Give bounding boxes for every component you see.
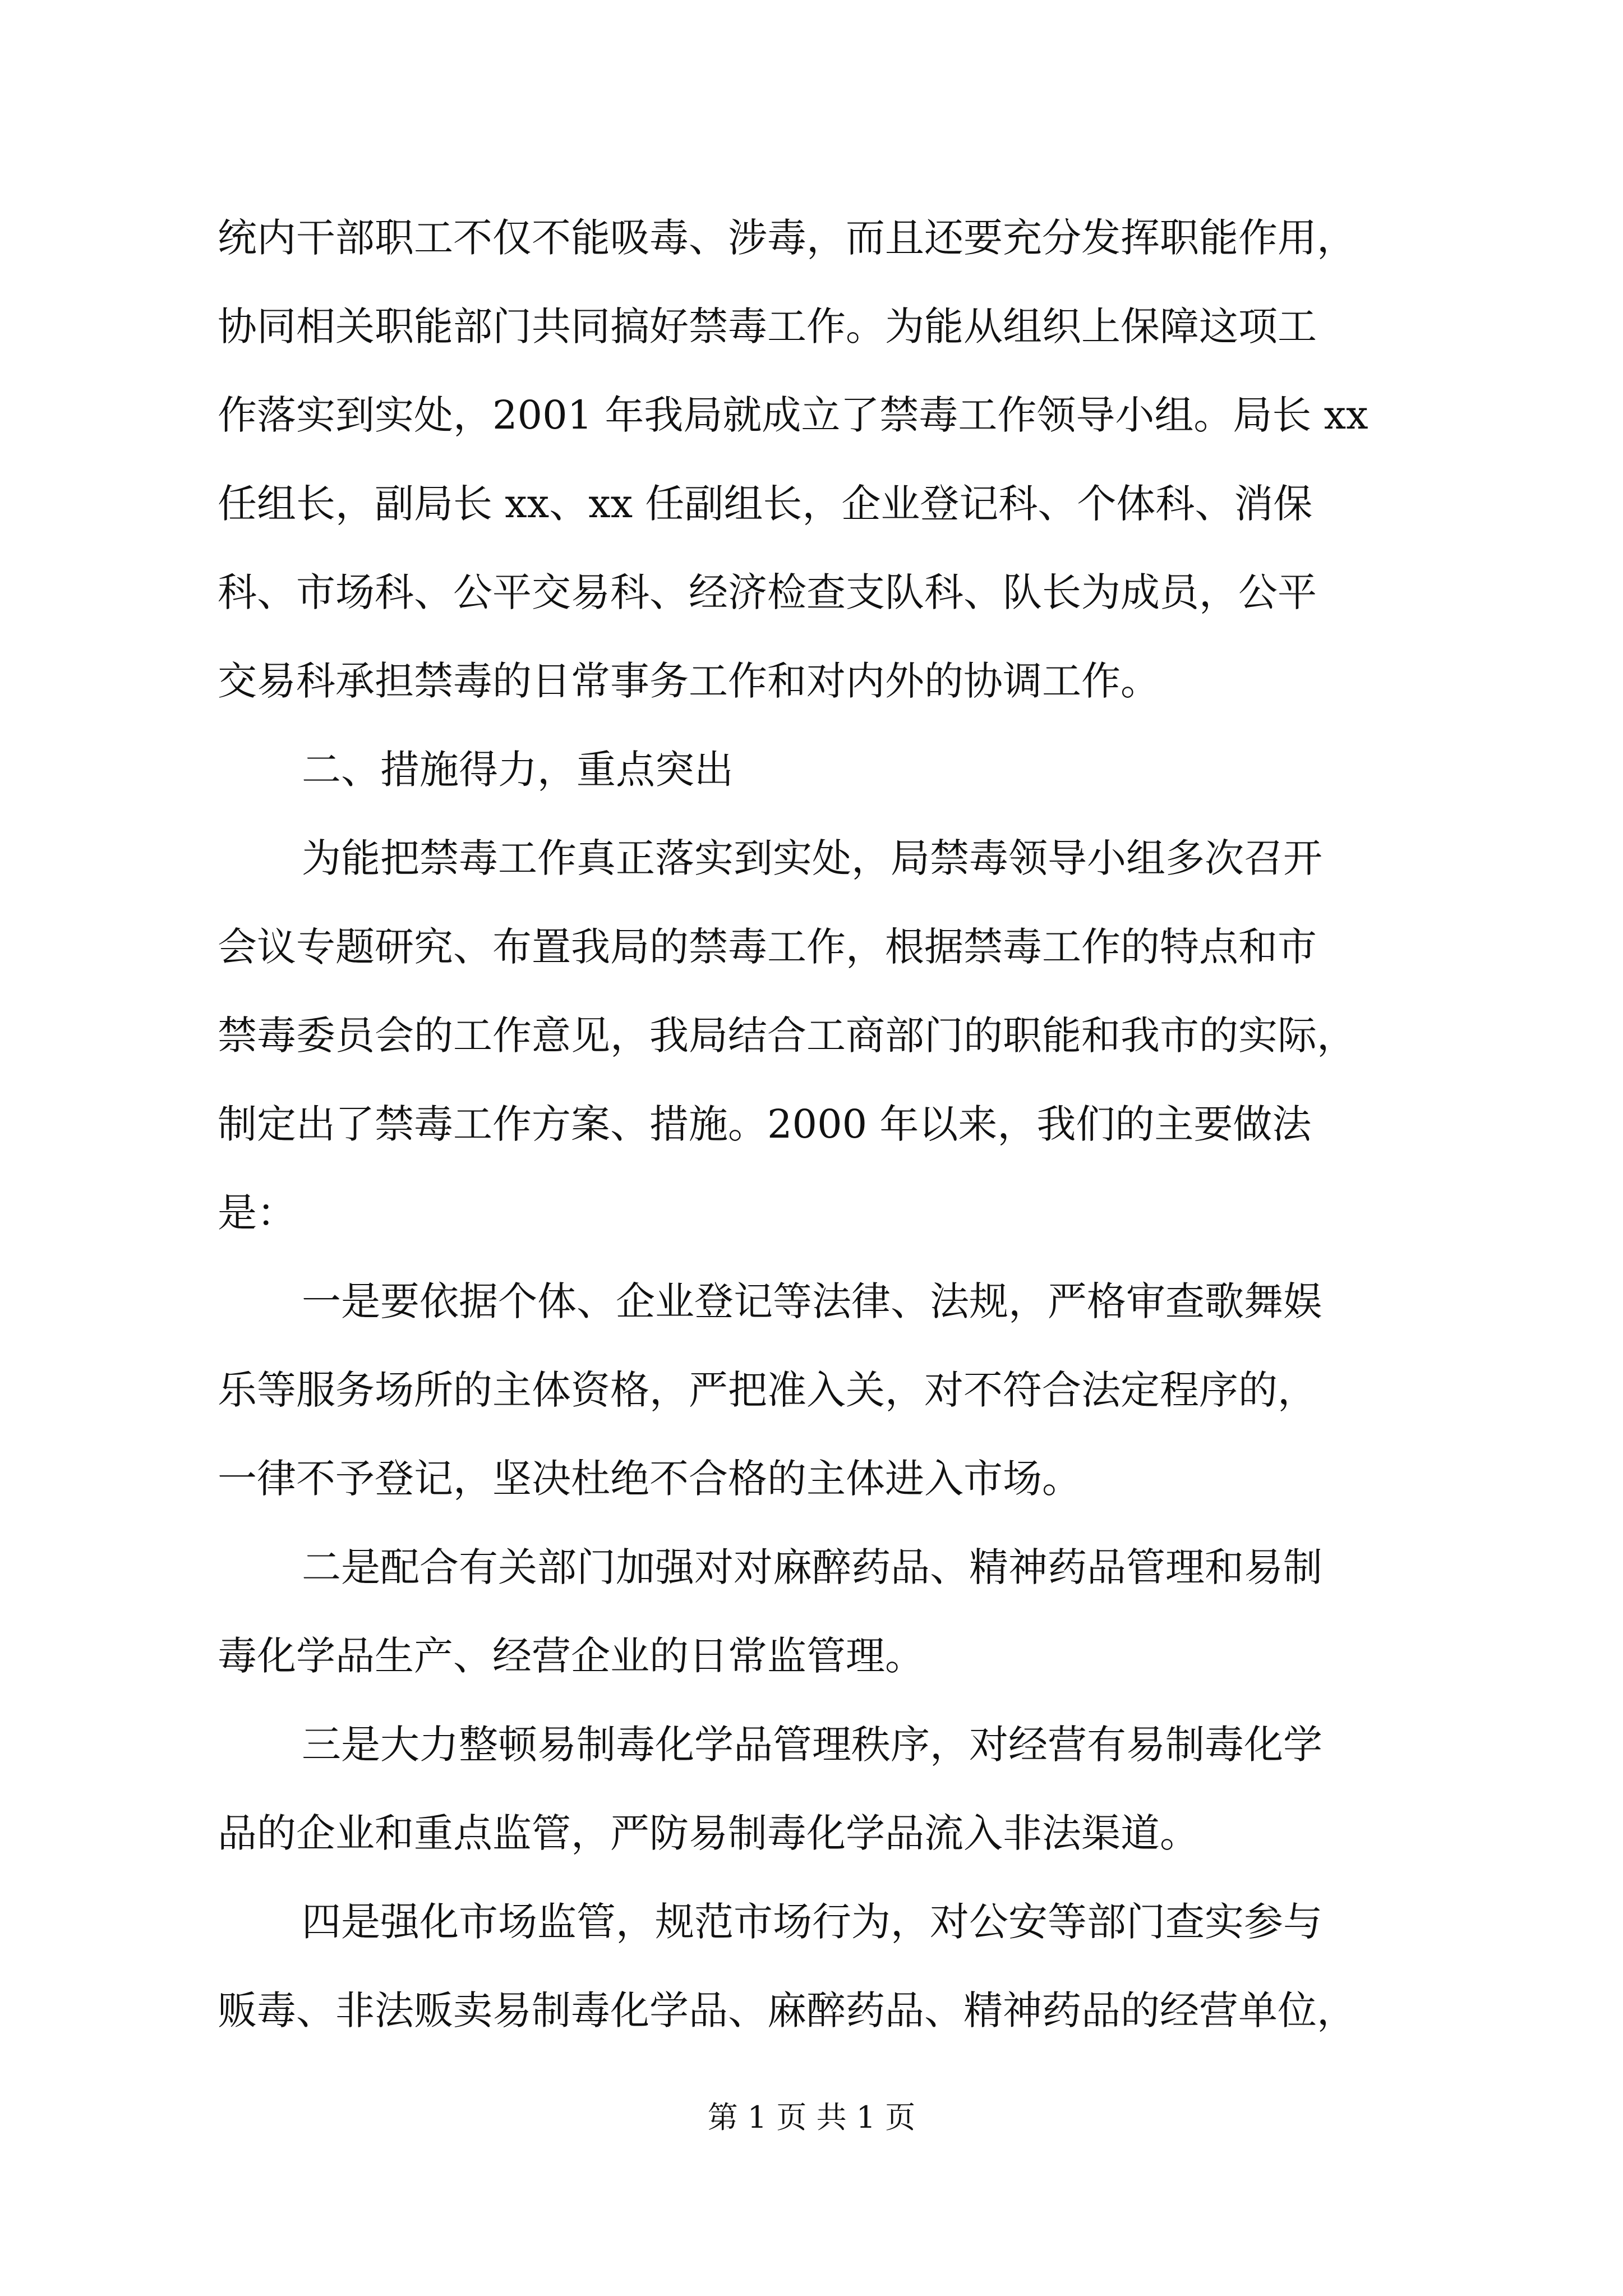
text-line: 会议专题研究、布置我局的禁毒工作，根据禁毒工作的特点和市	[218, 924, 1317, 970]
text-line: 作落实到实处，2001 年我局就成立了禁毒工作领导小组。局长 xx	[218, 392, 1368, 438]
text-line: 一律不予登记，坚决杜绝不合格的主体进入市场。	[218, 1456, 1081, 1502]
paragraph-start-line: 四是强化市场监管，规范市场行为，对公安等部门查实参与	[302, 1899, 1322, 1945]
paragraph-start-line: 一是要依据个体、企业登记等法律、法规，严格审查歌舞娱	[302, 1278, 1322, 1324]
page-footer	[0, 2098, 1623, 2137]
section-heading: 二、措施得力，重点突出	[302, 747, 734, 793]
text-line: 科、市场科、公平交易科、经济检查支队科、队长为成员，公平	[218, 569, 1317, 615]
text-line: 制定出了禁毒工作方案、措施。2000 年以来，我们的主要做法	[218, 1101, 1312, 1147]
text-line: 禁毒委员会的工作意见，我局结合工商部门的职能和我市的实际，	[218, 1013, 1356, 1059]
text-line: 任组长，副局长 xx、xx 任副组长，企业登记科、个体科、消保	[218, 481, 1313, 527]
text-line: 品的企业和重点监管，严防易制毒化学品流入非法渠道。	[218, 1810, 1199, 1856]
page-number-label: 第 1 页 共 1 页	[707, 2100, 916, 2135]
document-body	[218, 194, 1429, 2055]
paragraph-start-line: 二是配合有关部门加强对对麻醉药品、精神药品管理和易制	[302, 1544, 1322, 1590]
text-line: 交易科承担禁毒的日常事务工作和对内外的协调工作。	[218, 658, 1160, 704]
paragraph-start-line: 为能把禁毒工作真正落实到实处，局禁毒领导小组多次召开	[302, 835, 1322, 881]
text-line: 协同相关职能部门共同搞好禁毒工作。为能从组织上保障这项工	[218, 303, 1317, 349]
text-line: 毒化学品生产、经营企业的日常监管理。	[218, 1633, 924, 1679]
paragraph-start-line: 三是大力整顿易制毒化学品管理秩序，对经营有易制毒化学	[302, 1722, 1322, 1768]
text-line: 统内干部职工不仅不能吸毒、涉毒，而且还要充分发挥职能作用，	[218, 215, 1356, 261]
text-line: 是：	[218, 1190, 296, 1236]
text-line: 乐等服务场所的主体资格，严把准入关，对不符合法定程序的，	[218, 1367, 1317, 1413]
text-line: 贩毒、非法贩卖易制毒化学品、麻醉药品、精神药品的经营单位，	[218, 1987, 1356, 2033]
